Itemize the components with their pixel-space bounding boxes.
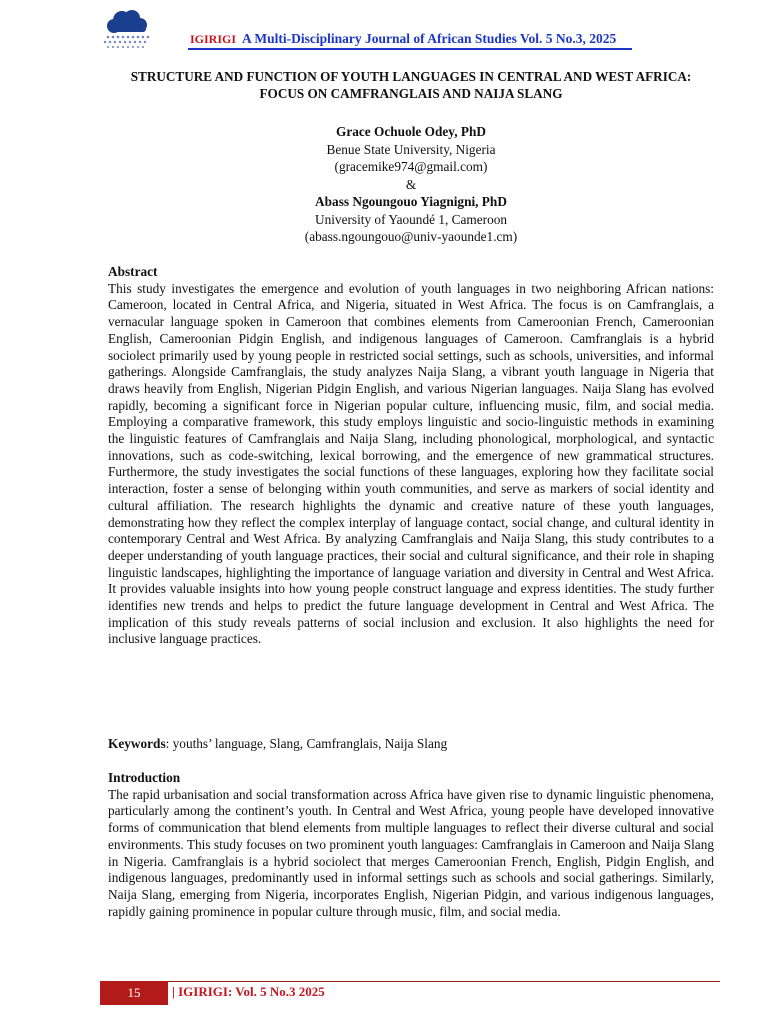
keywords-label: Keywords [108,736,166,751]
author-separator: & [405,176,417,192]
journal-name: A Multi-Disciplinary Journal of African Studies Vol. 5 No.3, 2025 [242,31,617,46]
footer-divider [100,981,720,982]
author-2-affiliation: University of Yaoundé 1, Cameroon [314,211,508,227]
journal-header [190,31,616,47]
introduction-section [108,770,714,920]
footer-journal: | IGIRIGI: Vol. 5 No.3 2025 [172,984,325,999]
header-divider [188,48,632,50]
paper-title: STRUCTURE AND FUNCTION OF YOUTH LANGUAGES IN CENTRAL AND WEST AFRICA: FOCUS ON CAMFRANGLAIS AND NAIJA SLANG [130,69,692,101]
journal-logo-icon [100,6,154,54]
abstract-section [108,264,714,648]
keywords-text: : youths’ language, Slang, Camfranglais, Naija Slang [165,736,448,751]
author-2-email: (abass.ngoungouo@univ-yaounde1.cm) [304,229,518,244]
page-number: 15 [100,981,168,1005]
author-1-name: Grace Ochuole Odey, PhD [336,124,486,139]
introduction-text: The rapid urbanisation and social transformation across Africa have given rise to dynamic linguistic phenomena, particularly among the continent’s youth. In Central and West Africa, young people have developed innovative forms of communication that blend elements from multiple languages to reflect their diverse cultural and social environments. This study focuses on two prominent youth languages: Camfranglais in Cameroon and Naija Slang in Nigeria. Camfranglais is a hybrid sociolect that merges Cameroonian French, English, Pidgin English, and indigenous languages, predominantly used in informal settings such as schools and social gatherings. Similarly, Naija Slang, emerging from Nigeria, incorporates English, Nigerian Pidgin, and various indigenous languages, rapidly gaining prominence in popular culture through music, film, and social media. [108,786,714,919]
author-1-email: (gracemike974@gmail.com) [334,159,488,174]
abstract-text: This study investigates the emergence and evolution of youth languages in two neighboring African nations: Cameroon, located in Central Africa, and Nigeria, situated in West Africa. The focus is on Camfranglais, a vernacular language spoken in Cameroon that combines elements from Cameroonian French, Cameroonian English, Cameroonian Pidgin English, and indigenous languages of Cameroon. Camfranglais is a hybrid sociolect primarily used by young people in restricted social settings, such as schools, universities, and informal gatherings. Alongside Camfranglais, the study analyzes Naija Slang, a vibrant youth language in Nigeria that draws heavily from English, Nigerian Pidgin English, and various Nigerian languages. Naija Slang has evolved rapidly, becoming a significant force in Nigerian popular culture, influencing music, film, and social media. Employing a comparative framework, this study employs linguistic and socio-linguistic methods in examining the linguistic features of Camfranglais and Naija Slang, including phonological, morphological, and syntactic innovations, such as code-switching, lexical borrowing, and the emergence of new grammatical structures. Furthermore, the study investigates the social functions of these languages, exploring how they facilitate social interaction, foster a sense of belonging within youth communities, and serve as markers of social identity and cultural affiliation. The research highlights the dynamic and creative nature of these youth languages, demonstrating how they reflect the complex interplay of language contact, social change, and cultural identity in contemporary Central and West Africa. By analyzing Camfranglais and Naija Slang, this study contributes to a deeper understanding of youth language practices, their social and cultural significance, and their role in shaping linguistic landscapes, highlighting the importance of language variation and diversity in Central and West Africa. It provides valuable insights into how young people construct language and express identities. The study further identifies new trends and helps to predict the future language development in Central and West Africa. The implication of this study reveals patterns of social inclusion and exclusion. It also highlights the need for inclusive language practices. [108,280,714,647]
author-1-affiliation: Benue State University, Nigeria [326,141,496,157]
introduction-heading: Introduction [108,770,181,785]
abstract-heading: Abstract [108,264,158,279]
author-block [108,123,714,246]
journal-brand: IGIRIGI [190,32,237,46]
author-2-name: Abass Ngoungouo Yiagnigni, PhD [315,194,507,209]
keywords-section [108,736,714,753]
